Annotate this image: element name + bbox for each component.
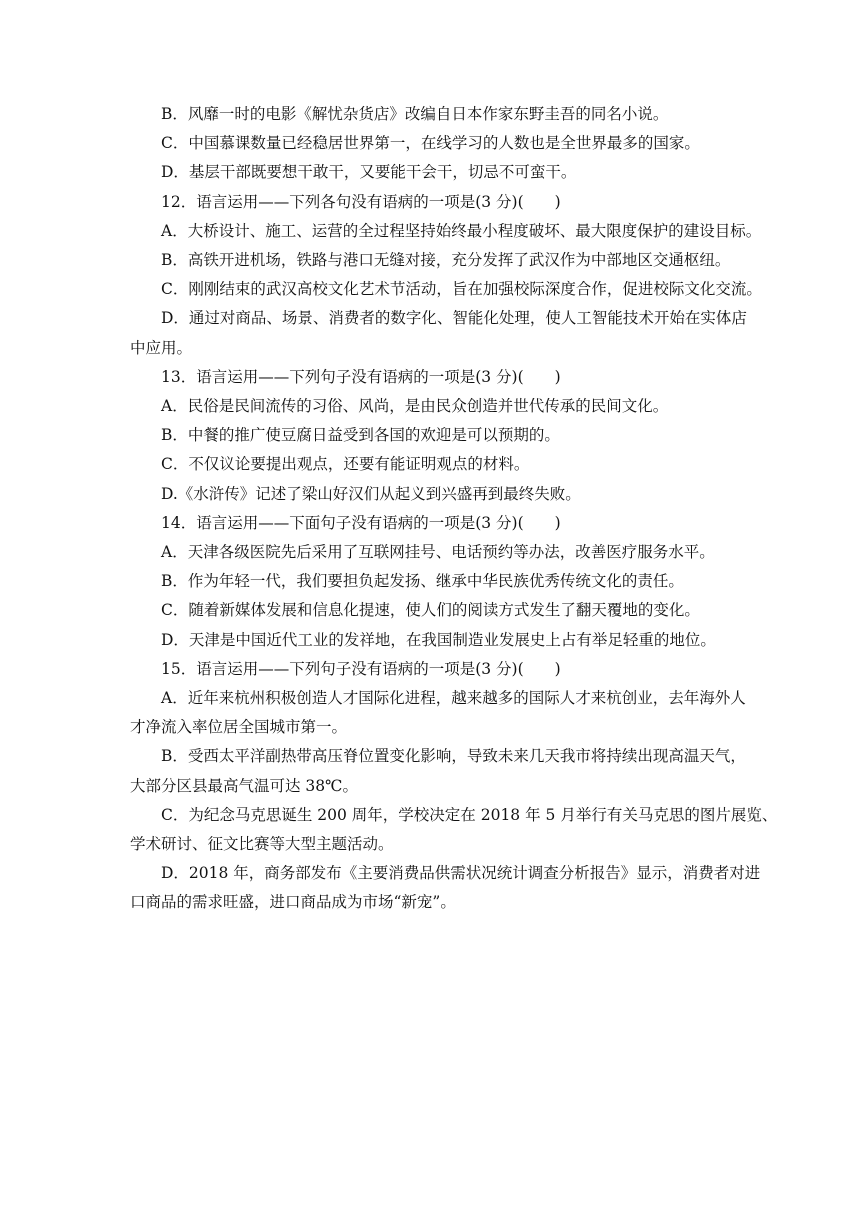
text-line: D.《水浒传》记述了梁山好汉们从起义到兴盛再到最终失败。 xyxy=(161,484,581,503)
text-line: 12．语言运用——下列各句没有语病的一项是(3 分)( ) xyxy=(161,192,561,211)
text-line: A．大桥设计、施工、运营的全过程坚持始终最小程度破坏、最大限度保护的建设目标。 xyxy=(161,221,762,240)
answer-option xyxy=(130,275,762,304)
answer-option xyxy=(130,392,732,421)
question-stem xyxy=(130,188,732,217)
answer-option xyxy=(130,304,747,362)
answer-option xyxy=(130,246,732,275)
text-line: B．高铁开进机场，铁路与港口无缝对接，充分发挥了武汉作为中部地区交通枢纽。 xyxy=(161,251,731,270)
text-line: D．通过对商品、场景、消费者的数字化、智能化处理，使人工智能技术开始在实体店 xyxy=(161,309,747,328)
text-line: D．基层干部既要想干敢干，又要能干会干，切忌不可蛮干。 xyxy=(161,163,577,182)
text-line: B．风靡一时的电影《解忧杂货店》改编自日本作家东野圭吾的同名小说。 xyxy=(161,105,669,123)
text-line: D．2018 年，商务部发布《主要消费品供需状况统计调查分析报告》显示，消费者对进 xyxy=(161,864,761,883)
text-line: C．为纪念马克思诞生 200 周年，学校决定在 2018 年 5 月举行有关马克思的图片展览、 xyxy=(161,805,778,824)
answer-option xyxy=(130,684,746,742)
answer-option xyxy=(130,158,732,187)
question-stem xyxy=(130,363,732,392)
text-line-continued: 才净流入率位居全国城市第一。 xyxy=(130,718,348,737)
answer-option xyxy=(130,859,761,917)
question-sheet xyxy=(130,100,778,918)
question-stem xyxy=(130,655,732,684)
text-line: C．不仅议论要提出观点，还要有能证明观点的材料。 xyxy=(161,455,530,474)
text-line: A．天津各级医院先后采用了互联网挂号、电话预约等办法，改善医疗服务水平。 xyxy=(161,543,715,562)
text-line: B．作为年轻一代，我们要担负起发扬、继承中华民族优秀传统文化的责任。 xyxy=(161,572,684,591)
answer-option xyxy=(130,596,732,625)
text-line: C．刚刚结束的武汉高校文化艺术节活动，旨在加强校际深度合作，促进校际文化交流。 xyxy=(161,280,762,299)
text-line: B．中餐的推广使豆腐日益受到各国的欢迎是可以预期的。 xyxy=(161,426,560,445)
text-line-continued: 口商品的需求旺盛，进口商品成为市场“新宠”。 xyxy=(130,893,456,912)
text-line: A．民俗是民间流传的习俗、风尚，是由民众创造并世代传承的民间文化。 xyxy=(161,397,669,416)
text-line-continued: 大部分区县最高气温可达 38℃。 xyxy=(130,776,358,795)
question-stem xyxy=(130,509,732,538)
text-line: 14．语言运用——下面句子没有语病的一项是(3 分)( ) xyxy=(161,513,561,532)
text-line: 13．语言运用——下列句子没有语病的一项是(3 分)( ) xyxy=(161,367,561,386)
text-line: D．天津是中国近代工业的发祥地，在我国制造业发展史上占有举足轻重的地位。 xyxy=(161,630,716,649)
answer-option xyxy=(130,129,732,158)
answer-option xyxy=(130,626,732,655)
text-line: A．近年来杭州积极创造人才国际化进程，越来越多的国际人才来杭创业，去年海外人 xyxy=(161,689,746,708)
text-line-continued: 学术研讨、征文比赛等大型主题活动。 xyxy=(130,835,394,854)
answer-option xyxy=(130,421,732,450)
text-line: 15．语言运用——下列句子没有语病的一项是(3 分)( ) xyxy=(161,659,561,678)
answer-option xyxy=(130,567,732,596)
text-line: C．随着新媒体发展和信息化提速，使人们的阅读方式发生了翻天覆地的变化。 xyxy=(161,601,700,620)
text-line: B．受西太平洋副热带高压脊位置变化影响，导致未来几天我市将持续出现高温天气， xyxy=(161,747,746,766)
text-line: C．中国慕课数量已经稳居世界第一，在线学习的人数也是全世界最多的国家。 xyxy=(161,134,700,153)
answer-option xyxy=(130,100,732,129)
answer-option xyxy=(130,217,762,246)
answer-option xyxy=(130,480,732,509)
answer-option xyxy=(130,801,778,859)
answer-option xyxy=(130,538,732,567)
answer-option xyxy=(130,450,732,479)
text-line-continued: 中应用。 xyxy=(130,338,193,357)
answer-option xyxy=(130,742,746,800)
